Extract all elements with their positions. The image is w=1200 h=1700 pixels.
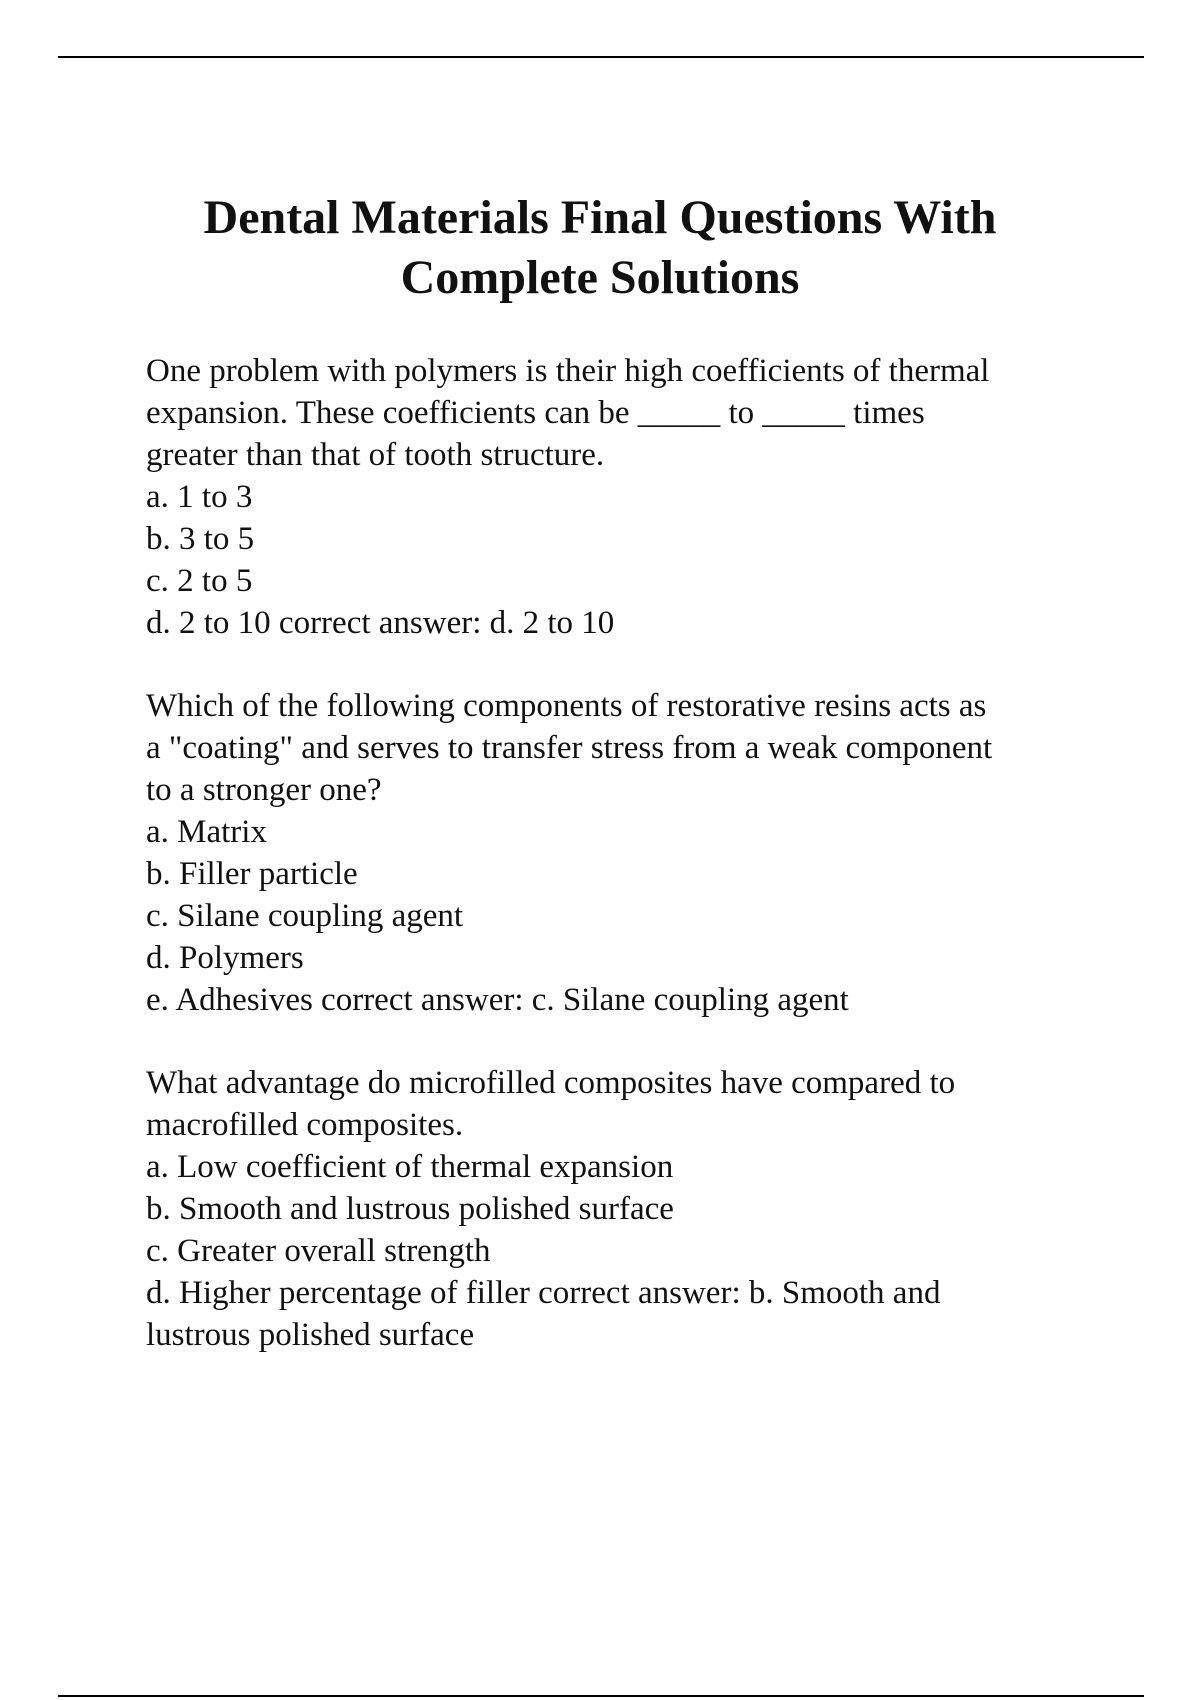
question-stem-line: a "coating" and serves to transfer stress from a weak component (146, 730, 993, 766)
answer-option: a. Low coefficient of thermal expansion (146, 1149, 674, 1185)
question-3 (146, 1062, 1086, 1356)
answer-option-with-correct-answer: e. Adhesives correct answer: c. Silane coupling agent (146, 982, 849, 1018)
answer-option: c. 2 to 5 (146, 563, 253, 599)
question-stem-line: expansion. These coefficients can be _____ to _____ times (146, 395, 925, 431)
answer-option: a. 1 to 3 (146, 479, 253, 515)
answer-option: b. Smooth and lustrous polished surface (146, 1191, 674, 1227)
question-stem-line: to a stronger one? (146, 772, 382, 808)
answer-option: c. Greater overall strength (146, 1233, 491, 1269)
document-title (0, 188, 1200, 308)
answer-option-with-correct-answer: d. Higher percentage of filler correct answer: b. Smooth and (146, 1275, 941, 1311)
title-line-1: Dental Materials Final Questions With (203, 191, 997, 244)
answer-option: c. Silane coupling agent (146, 898, 464, 934)
question-stem-line: One problem with polymers is their high coefficients of thermal (146, 353, 990, 389)
top-rule (58, 56, 1144, 58)
title-line-2: Complete Solutions (400, 251, 800, 304)
question-stem-line: macrofilled composites. (146, 1107, 464, 1143)
question-list (146, 350, 1086, 1397)
question-stem-line: Which of the following components of restorative resins acts as (146, 688, 987, 724)
bottom-rule (58, 1695, 1144, 1697)
question-2 (146, 685, 1086, 1021)
answer-option: b. 3 to 5 (146, 521, 255, 557)
question-stem-line: greater than that of tooth structure. (146, 437, 605, 473)
answer-option: a. Matrix (146, 814, 267, 850)
answer-option: b. Filler particle (146, 856, 358, 892)
question-1 (146, 350, 1086, 644)
answer-continuation-line: lustrous polished surface (146, 1317, 475, 1353)
answer-option-with-correct-answer: d. 2 to 10 correct answer: d. 2 to 10 (146, 605, 615, 641)
question-stem-line: What advantage do microfilled composites have compared to (146, 1065, 956, 1101)
answer-option: d. Polymers (146, 940, 304, 976)
